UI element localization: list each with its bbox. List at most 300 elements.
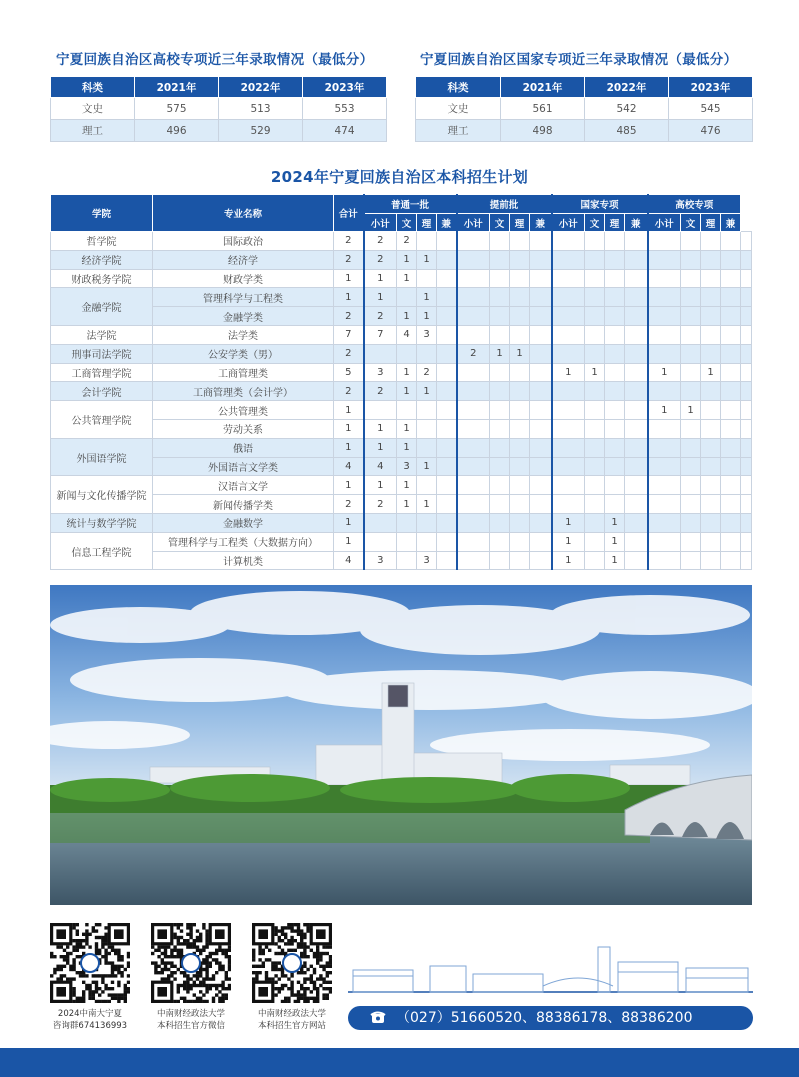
plan-count-cell — [530, 363, 552, 382]
plan-sub-header: 文 — [490, 214, 510, 232]
plan-count-cell: 1 — [417, 250, 437, 269]
plan-count-cell — [681, 307, 701, 326]
plan-count-cell: 1 — [364, 476, 397, 495]
plan-count-cell — [741, 325, 752, 344]
plan-count-cell — [457, 288, 490, 307]
plan-count-cell — [457, 551, 490, 570]
plan-college-cell: 金融学院 — [51, 288, 153, 326]
plan-count-cell — [552, 288, 585, 307]
plan-count-cell: 1 — [605, 513, 625, 532]
plan-count-cell: 1 — [397, 495, 417, 514]
plan-major-cell: 俄语 — [153, 438, 334, 457]
plan-count-cell — [625, 513, 648, 532]
qr-code-official-website[interactable] — [252, 923, 332, 1003]
plan-count-cell — [625, 232, 648, 251]
plan-count-cell: 1 — [552, 363, 585, 382]
plan-count-cell — [585, 288, 605, 307]
plan-count-cell — [437, 551, 457, 570]
plan-count-cell — [490, 363, 510, 382]
plan-count-cell — [510, 419, 530, 438]
plan-count-cell — [681, 532, 701, 551]
plan-count-cell — [681, 363, 701, 382]
plan-sub-header: 文 — [397, 214, 417, 232]
gaoxiao-header: 2022年 — [219, 77, 303, 98]
gaoxiao-cell: 文史 — [51, 98, 135, 120]
plan-count-cell — [701, 325, 721, 344]
guojia-cell: 476 — [669, 120, 753, 142]
plan-count-cell — [490, 495, 510, 514]
guojia-table — [415, 76, 753, 142]
plan-count-cell — [490, 476, 510, 495]
plan-count-cell — [457, 382, 490, 401]
plan-sub-header: 兼 — [625, 214, 648, 232]
gaoxiao-cell: 513 — [219, 98, 303, 120]
plan-count-cell — [648, 325, 681, 344]
plan-count-cell — [701, 457, 721, 476]
plan-sub-header: 文 — [681, 214, 701, 232]
plan-count-cell — [364, 344, 397, 363]
plan-count-cell — [701, 476, 721, 495]
plan-count-cell: 1 — [417, 307, 437, 326]
plan-college-cell: 经济学院 — [51, 250, 153, 269]
plan-count-cell — [417, 532, 437, 551]
plan-count-cell — [625, 438, 648, 457]
plan-count-cell — [552, 401, 585, 420]
plan-count-cell — [741, 438, 752, 457]
plan-count-cell — [490, 438, 510, 457]
plan-count-cell — [552, 382, 585, 401]
plan-count-cell: 1 — [397, 363, 417, 382]
plan-count-cell: 1 — [334, 401, 364, 420]
plan-count-cell — [457, 438, 490, 457]
plan-count-cell — [741, 250, 752, 269]
plan-major-cell: 法学类 — [153, 325, 334, 344]
plan-count-cell — [701, 269, 721, 288]
plan-count-cell — [741, 363, 752, 382]
plan-count-cell — [648, 438, 681, 457]
plan-count-cell — [530, 551, 552, 570]
plan-count-cell — [741, 288, 752, 307]
plan-count-cell — [741, 495, 752, 514]
plan-count-cell — [510, 269, 530, 288]
plan-count-cell — [397, 288, 417, 307]
plan-count-cell — [530, 476, 552, 495]
guojia-cell: 542 — [585, 98, 669, 120]
plan-count-cell — [417, 232, 437, 251]
plan-count-cell — [457, 232, 490, 251]
plan-count-cell — [648, 551, 681, 570]
plan-major-cell: 计算机类 — [153, 551, 334, 570]
qr-caption-line: 本科招生官方微信 — [156, 1021, 225, 1031]
plan-count-cell — [530, 288, 552, 307]
plan-count-cell: 1 — [397, 438, 417, 457]
plan-major-cell: 劳动关系 — [153, 419, 334, 438]
plan-count-cell — [397, 401, 417, 420]
plan-count-cell: 1 — [701, 363, 721, 382]
plan-count-cell — [721, 250, 741, 269]
plan-count-cell — [437, 457, 457, 476]
gaoxiao-header: 2023年 — [303, 77, 387, 98]
plan-header-major: 专业名称 — [153, 195, 334, 232]
plan-count-cell: 1 — [364, 269, 397, 288]
plan-count-cell — [437, 288, 457, 307]
plan-count-cell — [585, 495, 605, 514]
plan-count-cell: 1 — [397, 382, 417, 401]
plan-count-cell: 1 — [648, 401, 681, 420]
plan-count-cell — [741, 401, 752, 420]
plan-count-cell — [552, 495, 585, 514]
plan-count-cell: 7 — [334, 325, 364, 344]
plan-major-cell: 工商管理类 — [153, 363, 334, 382]
plan-count-cell — [530, 269, 552, 288]
plan-count-cell — [490, 250, 510, 269]
plan-count-cell — [417, 513, 437, 532]
plan-count-cell — [510, 307, 530, 326]
plan-count-cell — [457, 401, 490, 420]
plan-count-cell — [417, 476, 437, 495]
plan-count-cell — [648, 250, 681, 269]
plan-count-cell — [417, 438, 437, 457]
plan-count-cell — [625, 325, 648, 344]
plan-major-cell: 公安学类（男） — [153, 344, 334, 363]
plan-sub-header: 理 — [417, 214, 437, 232]
plan-count-cell — [510, 513, 530, 532]
plan-count-cell — [397, 344, 417, 363]
guojia-header: 2021年 — [501, 77, 585, 98]
plan-count-cell — [721, 344, 741, 363]
plan-count-cell — [681, 269, 701, 288]
plan-count-cell — [741, 457, 752, 476]
plan-count-cell — [417, 269, 437, 288]
plan-count-cell — [457, 532, 490, 551]
plan-count-cell — [681, 476, 701, 495]
qr-caption-line: 本科招生官方网站 — [257, 1021, 326, 1031]
plan-count-cell: 3 — [364, 551, 397, 570]
plan-count-cell — [625, 551, 648, 570]
plan-count-cell — [681, 457, 701, 476]
plan-major-cell: 汉语言文学 — [153, 476, 334, 495]
plan-header-college: 学院 — [51, 195, 153, 232]
plan-college-cell: 信息工程学院 — [51, 532, 153, 570]
qr-caption — [40, 1008, 140, 1032]
plan-count-cell: 1 — [490, 344, 510, 363]
plan-count-cell: 1 — [605, 532, 625, 551]
plan-count-cell — [457, 476, 490, 495]
plan-count-cell: 2 — [364, 232, 397, 251]
plan-count-cell: 1 — [334, 419, 364, 438]
plan-count-cell — [490, 532, 510, 551]
plan-count-cell: 1 — [417, 382, 437, 401]
plan-count-cell — [510, 401, 530, 420]
gaoxiao-cell: 575 — [135, 98, 219, 120]
footer-bar — [0, 1048, 799, 1077]
plan-count-cell — [530, 382, 552, 401]
plan-count-cell — [701, 232, 721, 251]
qr-caption-line: 咨询群674136993 — [52, 1021, 128, 1031]
guojia-header: 2023年 — [669, 77, 753, 98]
plan-count-cell — [364, 513, 397, 532]
plan-count-cell — [530, 307, 552, 326]
plan-count-cell: 1 — [397, 250, 417, 269]
plan-count-cell — [397, 532, 417, 551]
guojia-cell: 545 — [669, 98, 753, 120]
plan-count-cell — [510, 232, 530, 251]
plan-count-cell — [510, 532, 530, 551]
campus-photo — [50, 585, 752, 905]
plan-count-cell — [721, 307, 741, 326]
plan-count-cell: 2 — [457, 344, 490, 363]
plan-count-cell — [437, 363, 457, 382]
plan-count-cell: 1 — [397, 269, 417, 288]
plan-count-cell — [721, 401, 741, 420]
plan-count-cell — [437, 476, 457, 495]
plan-count-cell — [364, 532, 397, 551]
plan-count-cell — [437, 269, 457, 288]
plan-count-cell — [701, 288, 721, 307]
plan-count-cell — [585, 513, 605, 532]
plan-group-header: 普通一批 — [364, 195, 457, 214]
plan-count-cell — [605, 382, 625, 401]
plan-count-cell: 2 — [397, 232, 417, 251]
plan-count-cell — [530, 419, 552, 438]
plan-count-cell — [625, 250, 648, 269]
plan-count-cell: 4 — [334, 551, 364, 570]
plan-count-cell — [457, 419, 490, 438]
plan-count-cell — [721, 288, 741, 307]
plan-count-cell — [648, 476, 681, 495]
plan-count-cell — [741, 269, 752, 288]
plan-count-cell — [721, 232, 741, 251]
plan-count-cell: 2 — [417, 363, 437, 382]
plan-count-cell — [701, 344, 721, 363]
plan-major-cell: 管理科学与工程类 — [153, 288, 334, 307]
plan-count-cell — [721, 476, 741, 495]
phone-icon — [370, 1010, 386, 1026]
guojia-cell: 理工 — [416, 120, 501, 142]
plan-count-cell — [437, 401, 457, 420]
plan-count-cell — [605, 363, 625, 382]
plan-count-cell — [648, 419, 681, 438]
plan-group-header: 提前批 — [457, 195, 552, 214]
plan-count-cell — [530, 532, 552, 551]
plan-count-cell — [490, 401, 510, 420]
gaoxiao-header: 2021年 — [135, 77, 219, 98]
plan-count-cell — [625, 532, 648, 551]
plan-college-cell: 哲学院 — [51, 232, 153, 251]
plan-count-cell — [648, 457, 681, 476]
plan-count-cell — [437, 532, 457, 551]
plan-count-cell — [457, 363, 490, 382]
plan-count-cell: 1 — [334, 476, 364, 495]
plan-count-cell — [681, 325, 701, 344]
plan-count-cell — [585, 419, 605, 438]
plan-count-cell: 5 — [334, 363, 364, 382]
plan-group-header: 高校专项 — [648, 195, 741, 214]
plan-count-cell — [721, 551, 741, 570]
gaoxiao-cell: 529 — [219, 120, 303, 142]
gaoxiao-header: 科类 — [51, 77, 135, 98]
gaoxiao-cell: 474 — [303, 120, 387, 142]
plan-count-cell: 1 — [552, 551, 585, 570]
plan-count-cell — [437, 495, 457, 514]
plan-count-cell — [510, 288, 530, 307]
plan-count-cell: 1 — [364, 438, 397, 457]
plan-count-cell — [741, 382, 752, 401]
plan-count-cell — [681, 513, 701, 532]
plan-major-cell: 公共管理类 — [153, 401, 334, 420]
plan-count-cell — [437, 419, 457, 438]
plan-count-cell — [510, 363, 530, 382]
plan-count-cell: 1 — [417, 457, 437, 476]
plan-sub-header: 小计 — [648, 214, 681, 232]
plan-college-cell: 法学院 — [51, 325, 153, 344]
qr-caption — [242, 1008, 342, 1032]
plan-count-cell — [437, 250, 457, 269]
plan-count-cell — [417, 401, 437, 420]
plan-count-cell — [648, 269, 681, 288]
plan-count-cell — [681, 250, 701, 269]
plan-college-cell: 工商管理学院 — [51, 363, 153, 382]
plan-count-cell: 1 — [397, 307, 417, 326]
plan-count-cell — [605, 401, 625, 420]
plan-count-cell — [701, 532, 721, 551]
plan-count-cell — [490, 307, 510, 326]
qr-caption-line: 2024中南大宁夏 — [57, 1009, 123, 1019]
plan-count-cell — [625, 288, 648, 307]
plan-count-cell — [530, 457, 552, 476]
plan-count-cell — [605, 344, 625, 363]
plan-count-cell — [605, 419, 625, 438]
plan-count-cell — [530, 325, 552, 344]
plan-sub-header: 小计 — [364, 214, 397, 232]
plan-count-cell: 1 — [364, 419, 397, 438]
plan-count-cell — [510, 325, 530, 344]
plan-count-cell — [457, 307, 490, 326]
guojia-title: 宁夏回族自治区国家专项近三年录取情况（最低分） — [420, 52, 738, 68]
plan-count-cell — [585, 457, 605, 476]
plan-sub-header: 兼 — [721, 214, 741, 232]
plan-count-cell — [552, 344, 585, 363]
gaoxiao-cell: 553 — [303, 98, 387, 120]
plan-count-cell — [552, 476, 585, 495]
plan-count-cell — [552, 307, 585, 326]
plan-count-cell — [530, 344, 552, 363]
plan-count-cell — [605, 325, 625, 344]
plan-count-cell: 2 — [364, 250, 397, 269]
plan-count-cell — [437, 438, 457, 457]
plan-count-cell — [437, 325, 457, 344]
plan-count-cell — [437, 382, 457, 401]
plan-count-cell — [585, 325, 605, 344]
plan-count-cell: 4 — [397, 325, 417, 344]
plan-count-cell — [457, 250, 490, 269]
plan-count-cell — [648, 307, 681, 326]
plan-count-cell — [648, 532, 681, 551]
plan-count-cell — [457, 269, 490, 288]
plan-count-cell — [605, 438, 625, 457]
plan-count-cell — [585, 269, 605, 288]
plan-sub-header: 理 — [510, 214, 530, 232]
plan-count-cell — [490, 382, 510, 401]
plan-count-cell — [741, 532, 752, 551]
gaoxiao-cell: 496 — [135, 120, 219, 142]
plan-count-cell — [701, 250, 721, 269]
plan-count-cell — [585, 401, 605, 420]
plan-count-cell — [625, 401, 648, 420]
plan-count-cell: 1 — [585, 363, 605, 382]
plan-count-cell — [681, 551, 701, 570]
plan-count-cell — [364, 401, 397, 420]
plan-count-cell: 7 — [364, 325, 397, 344]
plan-count-cell — [552, 438, 585, 457]
plan-college-cell: 财政税务学院 — [51, 269, 153, 288]
plan-count-cell — [530, 495, 552, 514]
plan-count-cell: 1 — [334, 438, 364, 457]
campus-skyline-illustration — [348, 942, 753, 997]
plan-sub-header: 小计 — [457, 214, 490, 232]
plan-sub-header: 兼 — [530, 214, 552, 232]
plan-major-cell: 外国语言文学类 — [153, 457, 334, 476]
plan-count-cell — [437, 513, 457, 532]
plan-count-cell — [397, 513, 417, 532]
plan-sub-header: 理 — [701, 214, 721, 232]
plan-count-cell — [510, 438, 530, 457]
plan-count-cell — [490, 269, 510, 288]
plan-count-cell: 1 — [364, 288, 397, 307]
qr-code-official-wechat[interactable] — [151, 923, 231, 1003]
plan-count-cell — [625, 419, 648, 438]
plan-count-cell — [605, 232, 625, 251]
plan-count-cell — [417, 419, 437, 438]
plan-count-cell — [648, 495, 681, 514]
plan-count-cell — [648, 344, 681, 363]
plan-count-cell: 2 — [334, 250, 364, 269]
plan-count-cell — [490, 419, 510, 438]
plan-count-cell — [721, 325, 741, 344]
plan-count-cell — [721, 438, 741, 457]
qr-code-wechat-group[interactable] — [50, 923, 130, 1003]
plan-header-total: 合计 — [334, 195, 364, 232]
plan-count-cell — [625, 363, 648, 382]
plan-count-cell — [552, 419, 585, 438]
gaoxiao-table — [50, 76, 387, 142]
guojia-cell: 485 — [585, 120, 669, 142]
plan-count-cell: 3 — [417, 551, 437, 570]
plan-major-cell: 工商管理类（会计学） — [153, 382, 334, 401]
plan-major-cell: 管理科学与工程类（大数据方向） — [153, 532, 334, 551]
plan-count-cell — [625, 307, 648, 326]
plan-count-cell — [701, 382, 721, 401]
plan-count-cell — [457, 325, 490, 344]
plan-count-cell — [585, 344, 605, 363]
plan-count-cell — [605, 288, 625, 307]
plan-major-cell: 金融数学 — [153, 513, 334, 532]
plan-count-cell — [721, 419, 741, 438]
plan-count-cell — [510, 250, 530, 269]
plan-count-cell — [721, 382, 741, 401]
plan-count-cell — [605, 250, 625, 269]
plan-count-cell: 1 — [334, 288, 364, 307]
plan-count-cell — [625, 382, 648, 401]
plan-count-cell: 1 — [334, 532, 364, 551]
plan-count-cell — [510, 457, 530, 476]
phone-numbers: （027）51660520、88386178、88386200 — [396, 1010, 693, 1026]
phone-bar — [348, 1006, 753, 1030]
plan-count-cell — [552, 269, 585, 288]
plan-count-cell — [585, 438, 605, 457]
plan-count-cell — [437, 232, 457, 251]
plan-college-cell: 会计学院 — [51, 382, 153, 401]
